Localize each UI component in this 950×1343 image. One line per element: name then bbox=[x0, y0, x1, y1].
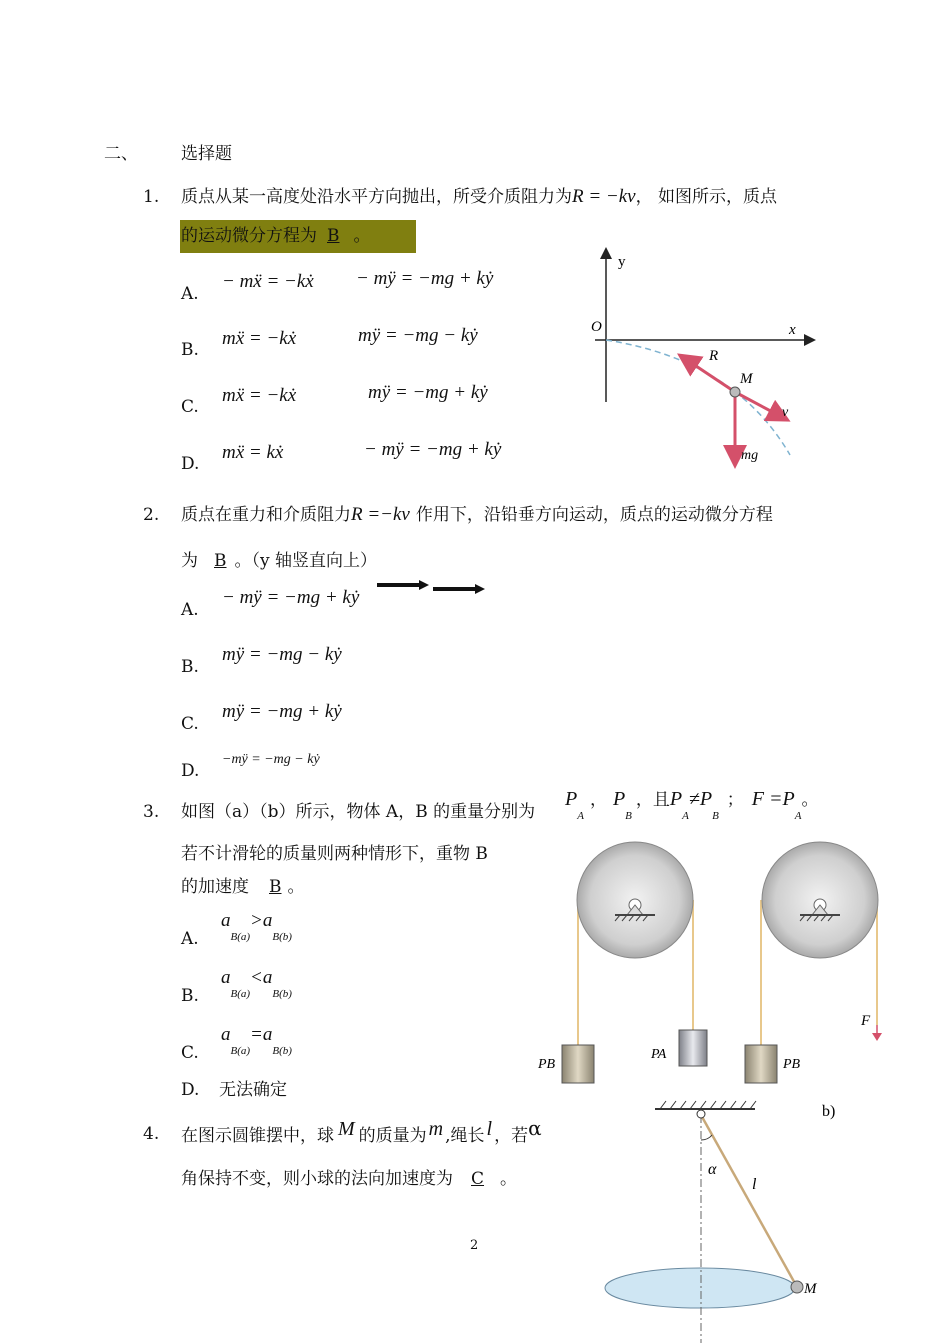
section-number: 二、 bbox=[104, 144, 138, 164]
svg-text:M: M bbox=[740, 371, 753, 387]
q2-line2: 为 B 。（y 轴竖直向上） bbox=[181, 551, 378, 571]
svg-text:M: M bbox=[804, 1281, 817, 1297]
q1-trajectory-figure bbox=[585, 245, 825, 470]
q1-option-a-label: A. bbox=[181, 284, 199, 304]
q3-pulley-figure bbox=[530, 835, 890, 1090]
q3-line1-math: $P_A$， $P_B$，且$P_A\ne P_B$； $F =P_A$。 bbox=[565, 788, 819, 822]
svg-text:F: F bbox=[861, 1013, 871, 1029]
circular-path bbox=[605, 1268, 795, 1308]
q2-formula: R =−kv bbox=[351, 504, 410, 525]
decorative-arrows bbox=[375, 577, 490, 595]
q3-option-b-expr: $a_{B(a)}<a_{B(b)}$ bbox=[221, 967, 292, 1000]
svg-text:PA: PA bbox=[651, 1047, 667, 1062]
particle-m bbox=[730, 387, 740, 397]
svg-text:l: l bbox=[752, 1176, 757, 1193]
q1-number: 1. bbox=[143, 187, 160, 207]
q1-formula: R = −kv bbox=[572, 186, 636, 207]
weight-pb-b bbox=[745, 1045, 777, 1083]
q3-line1: 如图（a）（b）所示，物体 A，B 的重量分别为 bbox=[181, 802, 536, 822]
q4-conical-pendulum-figure bbox=[600, 1095, 850, 1343]
svg-text:O: O bbox=[591, 319, 602, 335]
q1-line2-highlight: 的运动微分方程为 B 。 bbox=[180, 220, 416, 253]
svg-text:PB: PB bbox=[538, 1057, 556, 1072]
q3-option-b-label: B. bbox=[181, 986, 199, 1006]
q4-line2: 角保持不变，则小球的法向加速度为 C 。 bbox=[181, 1169, 518, 1189]
q1-option-c-f2: mÿ = −mg + kẏ bbox=[368, 382, 488, 403]
svg-text:x: x bbox=[789, 322, 796, 338]
q1-option-c-label: C. bbox=[181, 397, 199, 417]
svg-text:α: α bbox=[708, 1161, 717, 1178]
q2-option-c-f: mÿ = −mg + kẏ bbox=[222, 701, 342, 722]
q3-option-a-expr: $a_{B(a)}>a_{B(b)}$ bbox=[221, 910, 292, 943]
q3-option-d-text: 无法确定 bbox=[219, 1080, 287, 1100]
q4-number: 4. bbox=[143, 1124, 160, 1144]
q3-option-c-label: C. bbox=[181, 1043, 199, 1063]
q1-line1: 质点从某一高度处沿水平方向抛出，所受介质阻力为R = −kv， 如图所示，质点 bbox=[181, 186, 778, 207]
svg-text:b): b) bbox=[822, 1103, 836, 1120]
q4-line1: 在图示圆锥摆中，球 M 的质量为 m ,绳长 l ，若α bbox=[181, 1116, 542, 1146]
resistance-arrow bbox=[687, 360, 735, 392]
svg-text:PB: PB bbox=[783, 1057, 801, 1072]
q3-option-a-label: A. bbox=[181, 929, 199, 949]
q2-option-b-f: mÿ = −mg − kẏ bbox=[222, 644, 342, 665]
q1-option-d-f2: − mÿ = −mg + kẏ bbox=[364, 439, 502, 460]
trajectory-curve bbox=[606, 340, 790, 455]
q2-option-d-f: −mÿ = −mg − kẏ bbox=[222, 752, 320, 767]
q1-option-c-f1: mẍ = −kẋ bbox=[222, 385, 297, 406]
page-number: 2 bbox=[470, 1238, 479, 1253]
q1-option-a-f1: − mẍ = −kẋ bbox=[222, 271, 314, 292]
weight-pa bbox=[679, 1030, 707, 1066]
q3-option-c-expr: $a_{B(a)}=a_{B(b)}$ bbox=[221, 1024, 292, 1057]
q2-option-d-label: D. bbox=[181, 761, 200, 781]
q1-option-d-f1: mẍ = kẋ bbox=[222, 442, 284, 463]
q3-line2: 若不计滑轮的质量则两种情形下，重物 B bbox=[181, 844, 488, 864]
svg-text:R: R bbox=[709, 348, 719, 364]
q2-line1: 质点在重力和介质阻力R =−kv 作用下，沿铅垂方向运动，质点的运动微分方程 bbox=[181, 504, 773, 525]
q1-option-b-f1: mẍ = −kẋ bbox=[222, 328, 297, 349]
ball-m bbox=[791, 1281, 803, 1293]
q3-number: 3. bbox=[143, 802, 160, 822]
string bbox=[701, 1115, 797, 1287]
q2-option-b-label: B. bbox=[181, 657, 199, 677]
q2-option-c-label: C. bbox=[181, 714, 199, 734]
q1-option-d-label: D. bbox=[181, 454, 200, 474]
q1-answer: B bbox=[327, 226, 340, 246]
section-title: 选择题 bbox=[181, 144, 232, 164]
q3-option-d-label: D. bbox=[181, 1080, 200, 1100]
q2-option-a-f: − mÿ = −mg + kẏ bbox=[222, 587, 360, 608]
q1-option-b-label: B. bbox=[181, 340, 199, 360]
q1-option-b-f2: mÿ = −mg − kẏ bbox=[358, 325, 478, 346]
q3-answer: B bbox=[269, 877, 282, 897]
q1-option-a-f2: − mÿ = −mg + kẏ bbox=[356, 268, 494, 289]
svg-text:mg: mg bbox=[741, 448, 759, 463]
q2-number: 2. bbox=[143, 505, 160, 525]
q2-answer: B bbox=[214, 551, 227, 571]
svg-text:v: v bbox=[782, 405, 789, 420]
force-f-arrow bbox=[872, 1033, 882, 1041]
weight-pb-a bbox=[562, 1045, 594, 1083]
q4-answer: C bbox=[471, 1169, 485, 1189]
svg-text:y: y bbox=[618, 254, 626, 270]
q3-line3: 的加速度 B 。 bbox=[181, 877, 305, 897]
q2-option-a-label: A. bbox=[181, 600, 199, 620]
